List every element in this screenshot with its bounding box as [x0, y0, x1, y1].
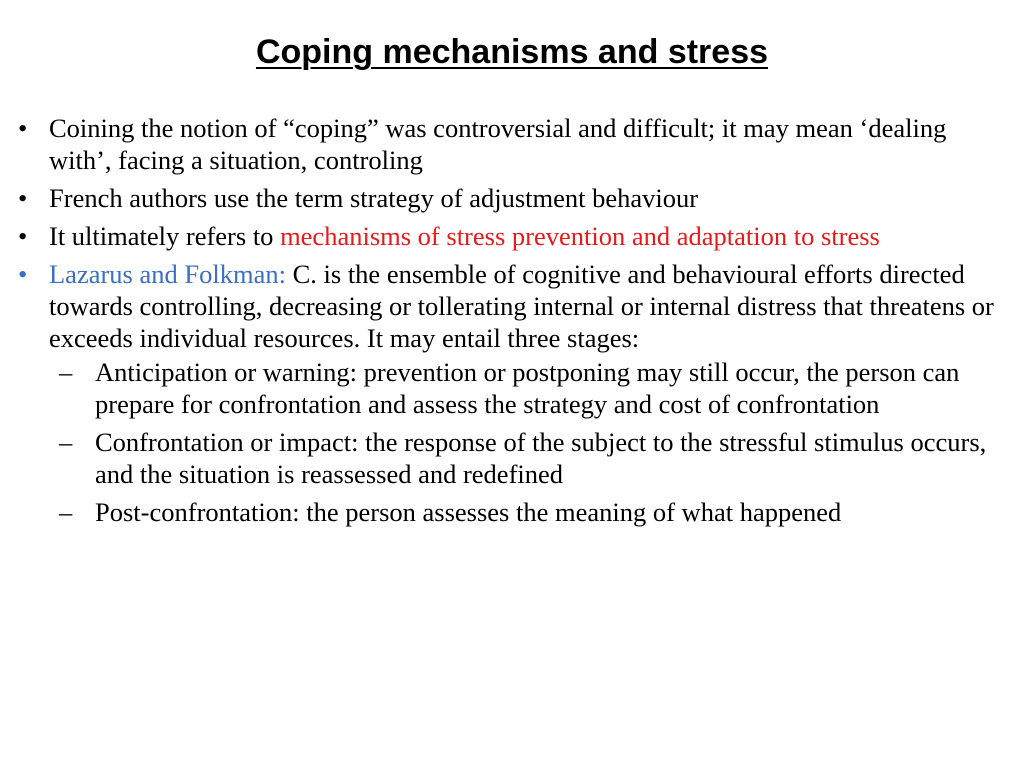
bullet-item-lazarus-folkman: [0, 258, 1024, 528]
sub-bullet-text: Confrontation or impact: the response of the subject to the stressful stimulus occurs, and the situation is reassessed and redefined: [95, 427, 987, 489]
bullet-item-french-authors: [0, 182, 1024, 214]
sub-bullet-anticipation: [49, 356, 1010, 420]
bullet-text: French authors use the term strategy of adjustment behaviour: [49, 183, 699, 213]
bullet-marker: •: [18, 259, 28, 289]
bullet-marker: •: [18, 183, 28, 213]
sub-bullet-marker: –: [59, 357, 73, 387]
bullet-marker: •: [18, 221, 28, 251]
sub-bullet-text: Post-confrontation: the person assesses the meaning of what happened: [95, 497, 842, 527]
bullet-list: [0, 112, 1024, 534]
bullet-item-refers-to: [0, 220, 1024, 252]
bullet-item-coping-notion: [0, 112, 1024, 176]
bullet-text-highlight: mechanisms of stress prevention and adaptation to stress: [280, 221, 880, 251]
bullet-text-highlight: Lazarus and Folkman:: [49, 259, 286, 289]
bullet-text: Coining the notion of “coping” was controversial and difficult; it may mean ‘dealing with’, facing a situation, controling: [49, 113, 947, 175]
sub-bullet-confrontation: [49, 426, 1010, 490]
sub-bullet-marker: –: [59, 497, 73, 527]
slide-title: Coping mechanisms and stress: [255, 33, 769, 71]
sub-bullet-marker: –: [59, 427, 73, 457]
sub-bullet-post-confrontation: [49, 496, 1010, 528]
bullet-text-plain: C. is the ensemble of cognitive and behavioural efforts directed towards controlling, decreasing or tollerating internal or internal distress that threatens or exceeds individual resources. It may entail three stages:: [49, 259, 994, 353]
bullet-marker: •: [18, 113, 28, 143]
sub-bullet-list: [49, 356, 1010, 528]
sub-bullet-text: Anticipation or warning: prevention or postponing may still occur, the person can prepare for confrontation and assess the strategy and cost of confrontation: [95, 357, 960, 419]
bullet-text-plain: It ultimately refers to: [49, 221, 281, 251]
